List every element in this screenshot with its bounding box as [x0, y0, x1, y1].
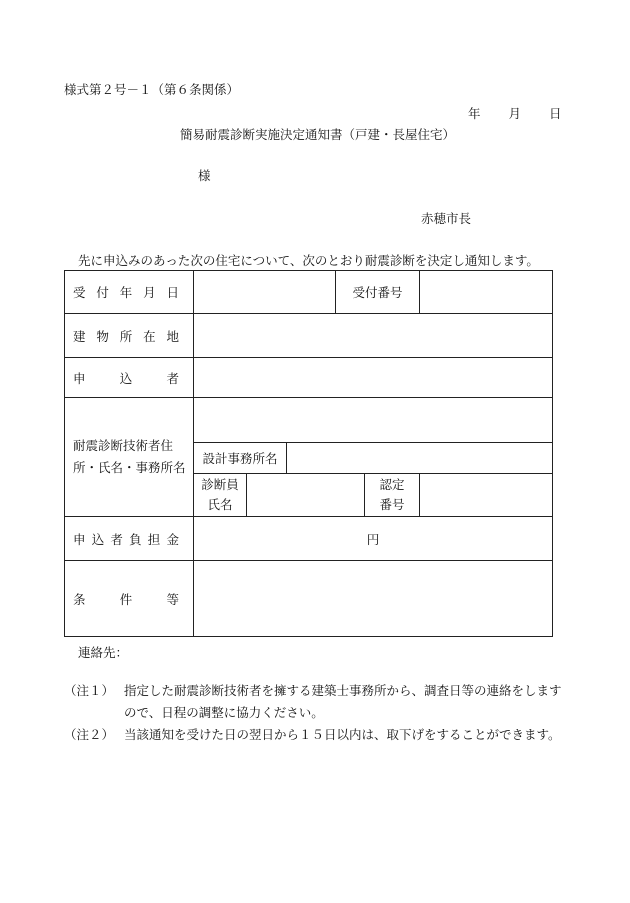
notification-form-table — [64, 270, 553, 637]
label-char: 所 — [119, 328, 133, 344]
issuer: 赤穂市長 — [421, 211, 472, 226]
conditions-field[interactable] — [194, 561, 552, 636]
label-char: 月 — [143, 285, 156, 300]
label-char: 込 — [119, 370, 133, 386]
note-2 — [64, 724, 564, 746]
label-char: 申 — [73, 531, 86, 547]
label-char: 在 — [143, 328, 156, 344]
label-char: 者 — [166, 370, 179, 386]
conditions-label — [65, 561, 193, 636]
inspector-name-label: 診断員 氏名 — [201, 477, 239, 512]
inspector-address-field[interactable] — [194, 398, 552, 442]
label-char: 年 — [119, 285, 133, 300]
label-char: 等 — [166, 591, 179, 607]
label-char: 者 — [110, 531, 123, 547]
label-char: 申 — [73, 370, 86, 386]
label-char: 日 — [166, 285, 179, 300]
note-2-text: 当該通知を受けた日の翌日から１５日以内は、取下げをすることができます。 — [124, 727, 561, 742]
label-char: 受 — [73, 285, 86, 300]
note-2-label: （注２） — [64, 727, 115, 742]
certification-number-field[interactable] — [420, 474, 552, 516]
document-title: 簡易耐震診断実施決定通知書（戸建・長屋住宅） — [180, 127, 456, 142]
label-char: 込 — [91, 531, 105, 547]
label-char: 物 — [96, 328, 109, 344]
contact-label: 連絡先： — [78, 645, 129, 660]
inspector-name-field[interactable] — [247, 474, 364, 516]
label-char: 金 — [166, 531, 179, 547]
label-char: 付 — [96, 285, 109, 300]
applicant-field[interactable] — [194, 358, 552, 397]
building-location-label — [65, 314, 193, 357]
form-number: 様式第２号－１（第６条関係） — [64, 82, 240, 97]
date-month: 月 — [508, 106, 522, 121]
intro-text: 先に申込みのあった次の住宅について、次のとおり耐震診断を決定し通知します。 — [78, 253, 539, 268]
applicant-cost-label — [65, 517, 193, 560]
reception-date-field[interactable] — [194, 271, 335, 313]
reception-date-label — [65, 271, 193, 313]
reception-number-field[interactable] — [420, 271, 552, 313]
design-office-field[interactable] — [287, 443, 552, 473]
date-day: 日 — [549, 106, 562, 121]
building-location-field[interactable] — [194, 314, 552, 357]
design-office-label: 設計事務所名 — [202, 451, 278, 466]
note-1-text: 指定した耐震診断技術者を擁する建築士事務所から、調査日等の連絡をしますので、日程の調整に協力ください。 — [124, 683, 562, 720]
label-char: 建 — [73, 328, 86, 344]
label-char: 地 — [166, 328, 179, 344]
label-char: 負 — [129, 531, 142, 547]
yen-unit: 円 — [366, 531, 380, 547]
label-char: 担 — [147, 531, 161, 547]
label-char: 件 — [119, 591, 133, 607]
date-line — [468, 104, 562, 122]
label-char: 条 — [73, 591, 86, 607]
date-year: 年 — [468, 106, 481, 121]
addressee-suffix: 様 — [198, 168, 211, 183]
note-1-label: （注１） — [64, 683, 115, 698]
applicant-cost-field[interactable] — [194, 517, 552, 560]
reception-number-label: 受付番号 — [352, 285, 403, 300]
applicant-label — [65, 358, 193, 397]
inspector-label: 耐震診断技術者住 所・氏名・事務所名 — [73, 438, 186, 475]
note-1 — [64, 680, 564, 724]
certification-number-label: 認定 番号 — [379, 477, 405, 512]
